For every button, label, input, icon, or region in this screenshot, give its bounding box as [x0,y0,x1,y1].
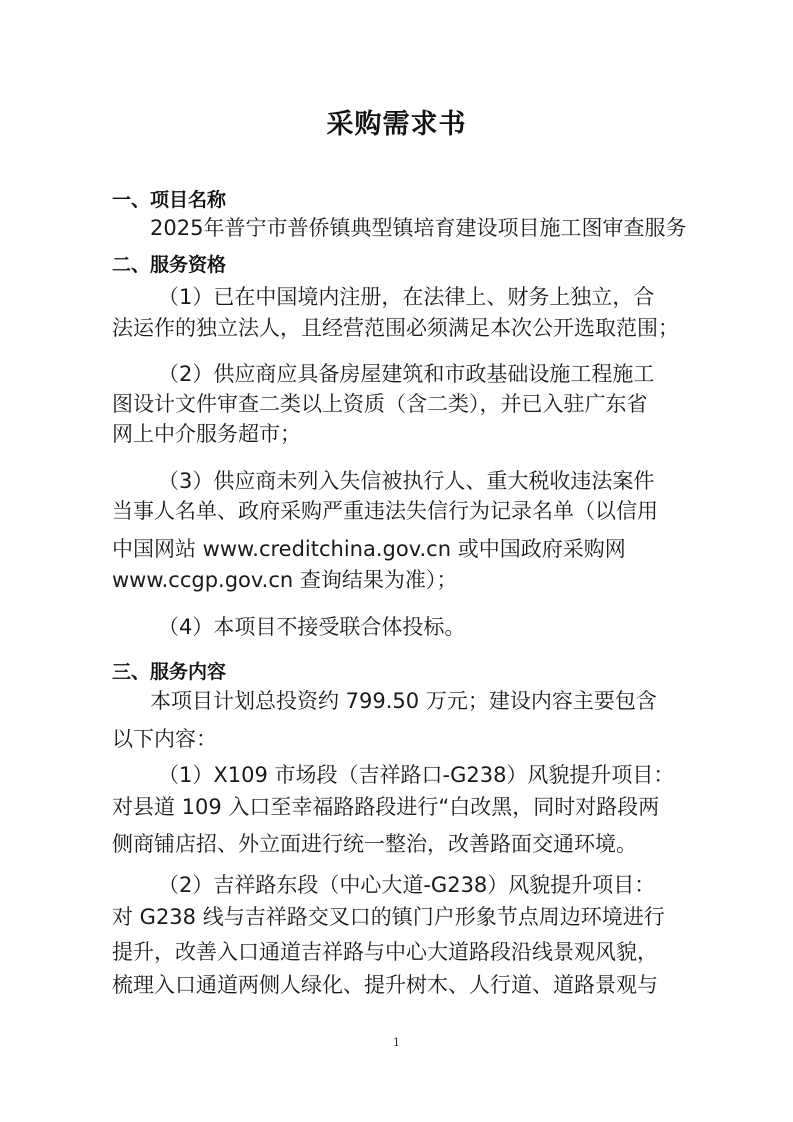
page-number: 1 [393,1036,400,1049]
qualification-item-4-line-1: （4）本项目不接受联合体投标。 [158,615,466,639]
project-name: 2025年普宁市普侨镇典型镇培育建设项目施工图审查服务 [150,216,687,240]
qualification-item-3-line-1: （3）供应商未列入失信被执行人、重大税收违法案件 [158,469,655,493]
content-item-2-line-2: 对 G238 线与吉祥路交叉口的镇门户形象节点周边环境进行 [112,905,665,929]
section2-heading: 二、服务资格 [112,254,227,276]
content-intro-line-2: 以下内容： [112,727,217,751]
content-item-1-line-1: （1）X109 市场段（吉祥路口-G238）风貌提升项目： [158,763,675,787]
qualification-item-3-line-3: 中国网站 www.creditchina.gov.cn 或中国政府采购网 [112,537,626,561]
qualification-item-3-line-2: 当事人名单、政府采购严重违法失信行为记录名单（以信用 [112,499,658,523]
section3-heading: 三、服务内容 [112,661,227,683]
content-item-1-line-2: 对县道 109 入口至幸福路路段进行“白改黑，同时对路段两 [112,795,660,819]
qualification-item-2-line-1: （2）供应商应具备房屋建筑和市政基础设施工程施工 [158,362,655,386]
document-title: 采购需求书 [326,109,467,140]
content-item-1-line-3: 侧商铺店招、外立面进行统一整治，改善路面交通环境。 [112,832,637,856]
content-item-2-line-4: 梳理入口通道两侧人绿化、提升树木、人行道、道路景观与 [112,973,658,997]
content-item-2-line-1: （2）吉祥路东段（中心大道-G238）风貌提升项目： [158,873,656,897]
qualification-item-1-line-1: （1）已在中国境内注册，在法律上、财务上独立，合 [158,285,655,309]
qualification-item-3-line-4: www.ccgp.gov.cn 查询结果为准）； [112,568,458,592]
qualification-item-1-line-2: 法运作的独立法人，且经营范围必须满足本次公开选取范围； [112,316,679,340]
qualification-item-2-line-2: 图设计文件审查二类以上资质（含二类），并已入驻广东省 [112,392,648,416]
content-item-2-line-3: 提升，改善入口通道吉祥路与中心大道路段沿线景观风貌， [112,940,658,964]
section1-heading: 一、项目名称 [112,189,227,211]
content-intro-line-1: 本项目计划总投资约 799.50 万元；建设内容主要包含 [150,689,657,713]
qualification-item-2-line-3: 网上中介服务超市； [112,422,301,446]
